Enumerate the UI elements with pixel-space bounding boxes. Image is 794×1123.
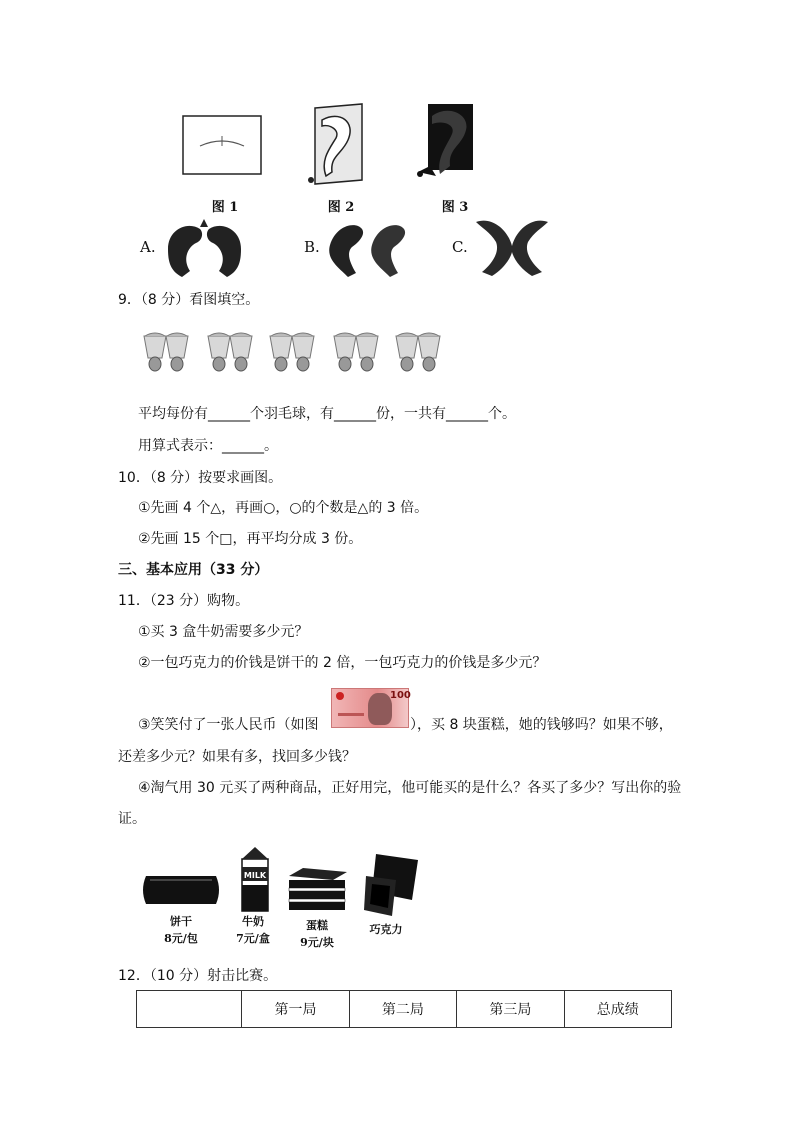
table-header-cell: 第一局 [242, 991, 349, 1028]
shuttlecock-group-5 [396, 333, 440, 371]
q9-formula-line[interactable]: 用算式表示：______。 [138, 438, 278, 454]
banknote-value: 100 [390, 690, 411, 701]
shuttlecock-group-4 [334, 333, 378, 371]
table-header-cell: 第三局 [457, 991, 564, 1028]
option-a-label[interactable]: A. [140, 238, 156, 256]
table-header-cell: 第二局 [349, 991, 456, 1028]
fig3-label: 图 3 [441, 200, 469, 215]
table-header-cell: 总成绩 [564, 991, 671, 1028]
q12-header: 12．（10 分）射击比赛。 [118, 968, 278, 984]
rmb-100-banknote [331, 688, 409, 728]
shooting-score-table [136, 990, 672, 1028]
q11-item-4: ④淘气用 30 元买了两种商品，正好用完，他可能买的是什么？各买了多少？写出你的验 [138, 780, 682, 796]
q11-item-3-part-b: ），买 8 块蛋糕，她的钱够吗？如果不够， [410, 717, 673, 733]
cake-price: 9元/块 [300, 936, 334, 949]
option-c-label[interactable]: C. [452, 238, 468, 256]
biscuit-icon [140, 870, 222, 910]
dolphin-outline-fig2 [308, 104, 362, 184]
chocolate-name: 巧克力 [369, 923, 403, 936]
q9-fill-line[interactable]: 平均每份有______个羽毛球，有______份，一共有______个。 [138, 406, 516, 422]
milk-price: 7元/盒 [236, 932, 270, 945]
q11-header: 11．（23 分）购物。 [118, 593, 250, 609]
milk-name: 牛奶 [242, 915, 264, 928]
table-header-cell [137, 991, 242, 1028]
shuttlecock-group-3 [270, 333, 314, 371]
q10-header: 10．（8 分）按要求画图。 [118, 470, 283, 486]
q11-item-2: ②一包巧克力的价钱是饼干的 2 倍，一包巧克力的价钱是多少元？ [138, 655, 547, 671]
q10-item-1: ①先画 4 个△，再画○，○的个数是△的 3 倍。 [138, 500, 429, 516]
dolphin-pair-option-a[interactable] [162, 215, 247, 280]
dolphin-cut-fig3 [417, 104, 473, 177]
paper-fold-illustration [180, 100, 480, 200]
biscuit-name: 饼干 [170, 915, 192, 928]
cake-icon [285, 866, 349, 914]
cake-name: 蛋糕 [306, 919, 328, 932]
milk-carton-text: MILK [243, 871, 267, 880]
shuttlecock-groups [138, 326, 468, 386]
q9-header: 9．（8 分）看图填空。 [118, 292, 260, 308]
table-header-row [137, 991, 672, 1028]
q11-item-3-part-a: ③笑笑付了一张人民币（如图 [138, 717, 319, 733]
fig2-label: 图 2 [327, 200, 355, 215]
fig1-label: 图 1 [211, 200, 239, 215]
section-3-title: 三、基本应用（33 分） [118, 562, 269, 578]
dolphin-pair-option-b[interactable] [326, 215, 411, 280]
q11-item-3-part-c: 还差多少元？如果有多，找回多少钱？ [118, 749, 356, 765]
portrait [368, 693, 392, 725]
dolphin-pair-option-c[interactable] [472, 212, 552, 280]
q11-item-1: ①买 3 盒牛奶需要多少元？ [138, 624, 309, 640]
biscuit-price: 8元/包 [164, 932, 198, 945]
option-b-label[interactable]: B. [304, 238, 320, 256]
q10-item-2: ②先画 15 个□，再平均分成 3 份。 [138, 531, 363, 547]
shuttlecock-group-2 [208, 333, 252, 371]
milk-carton-icon [236, 845, 274, 913]
chocolate-box-icon [362, 852, 422, 918]
q11-item-4-cont: 证。 [118, 811, 146, 827]
shuttlecock-group-1 [144, 333, 188, 371]
